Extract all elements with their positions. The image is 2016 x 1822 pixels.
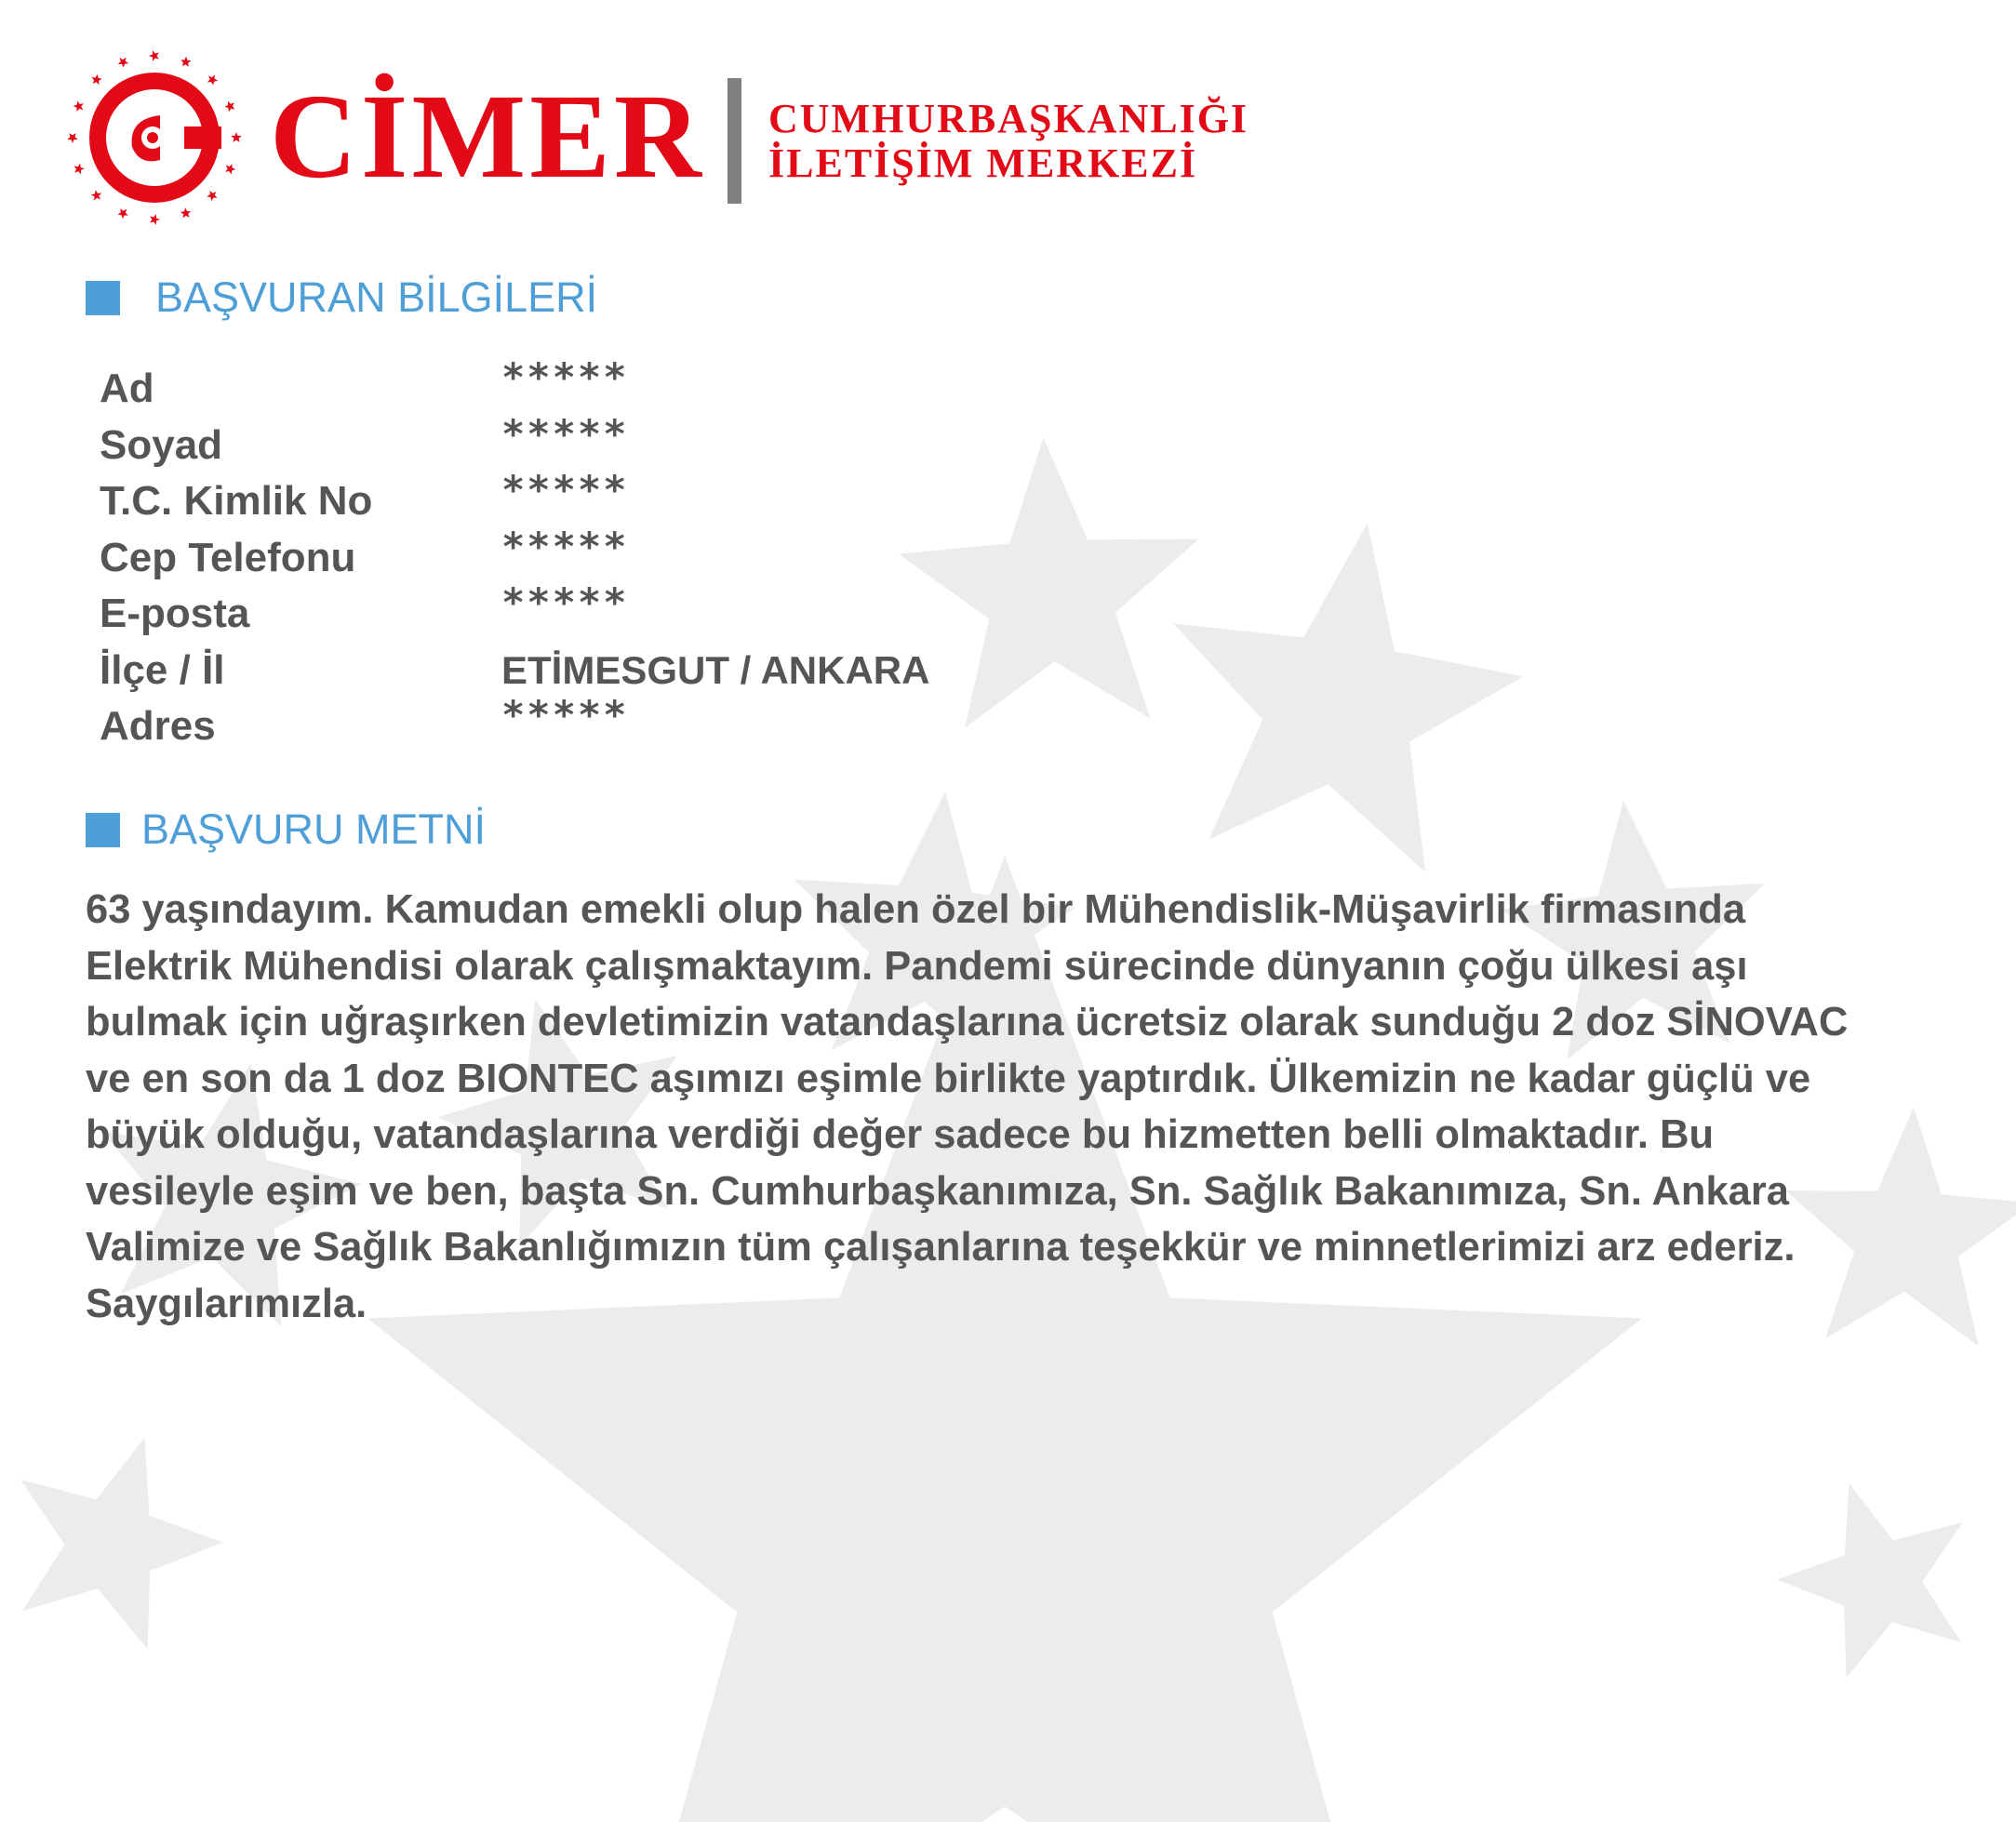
brand-subtitle (768, 97, 1248, 186)
info-row-e-posta (100, 579, 1030, 643)
application-text (86, 882, 1956, 1332)
cimer-header (63, 47, 1273, 233)
emblem-star (74, 164, 85, 174)
info-value: ***** (501, 579, 629, 625)
application-text-line: Elektrik Mühendisi olarak çalışmaktayım. Pandemi sürecinde dünyanın çoğu ülkesi aşı (86, 943, 1748, 989)
application-section-label: BAŞVURU METNİ (141, 805, 487, 853)
emblem-star (207, 74, 218, 85)
info-value: ***** (501, 354, 629, 400)
emblem-star (118, 208, 128, 219)
emblem-star (180, 57, 191, 67)
emblem-star (225, 164, 235, 174)
emblem-star (149, 50, 159, 60)
application-text-line: vesileyle eşim ve ben, başta Sn. Cumhurbaşkanımıza, Sn. Sağlık Bakanımıza, Sn. Ankara (86, 1168, 1789, 1214)
info-value: ***** (501, 467, 629, 512)
emblem-star (224, 101, 234, 112)
info-label: İlçe / İl (100, 646, 225, 693)
brand-subtitle-line-1: CUMHURBAŞKANLIĞI (768, 96, 1249, 141)
cimer-emblem-icon (63, 47, 246, 229)
application-text-line: Valimize ve Sağlık Bakanlığımızın tüm çalışanlarına teşekkür ve minnetlerimizi arz ederiz. (86, 1225, 1796, 1270)
square-bullet-icon (86, 813, 120, 847)
info-label: Ad (100, 366, 154, 411)
info-label: Cep Telefonu (100, 534, 356, 580)
info-value: ETİMESGUT / ANKARA (501, 647, 930, 692)
info-value: ***** (501, 523, 629, 569)
emblem-star (207, 191, 217, 201)
emblem-star (118, 58, 128, 68)
emblem-star (180, 207, 191, 218)
info-label: E-posta (100, 591, 250, 636)
application-text-line: büyük olduğu, vatandaşlarına verdiği değer sadece bu hizmetten belli olmaktadır. Bu (86, 1112, 1715, 1157)
emblem-star (91, 190, 101, 200)
emblem-star (73, 101, 84, 112)
emblem-star (91, 74, 101, 85)
square-bullet-icon (86, 281, 120, 315)
emblem-star (67, 133, 77, 143)
info-label: Adres (100, 703, 216, 749)
emblem-star (150, 214, 160, 224)
brand-subtitle-line-2: İLETİŞİM MERKEZİ (768, 140, 1198, 186)
info-label: T.C. Kimlik No (100, 478, 373, 524)
application-text-line: bulmak için uğraşırken devletimizin vatandaşlarına ücretsiz olarak sunduğu 2 doz SİNOVAC (86, 1000, 1849, 1044)
application-text-line: Saygılarımızla. (86, 1281, 367, 1326)
info-value: ***** (501, 692, 629, 738)
application-text-line: ve en son da 1 doz BIONTEC aşımızı eşimle birlikte yaptırdık. Ülkemizin ne kadar güçlü ve (86, 1056, 1811, 1101)
info-label: Soyad (100, 421, 223, 468)
brand-name: CİMER (270, 70, 705, 204)
applicant-section-label: BAŞVURAN BİLGİLERİ (155, 273, 598, 321)
brand-divider (728, 78, 741, 204)
info-row-adres (100, 692, 1030, 755)
application-text-line: 63 yaşındayım. Kamudan emekli olup halen özel bir Mühendislik-Müşavirlik firmasında (86, 887, 1746, 932)
info-value: ***** (501, 410, 629, 457)
emblem-star (231, 132, 241, 142)
applicant-info-list (100, 354, 1030, 755)
